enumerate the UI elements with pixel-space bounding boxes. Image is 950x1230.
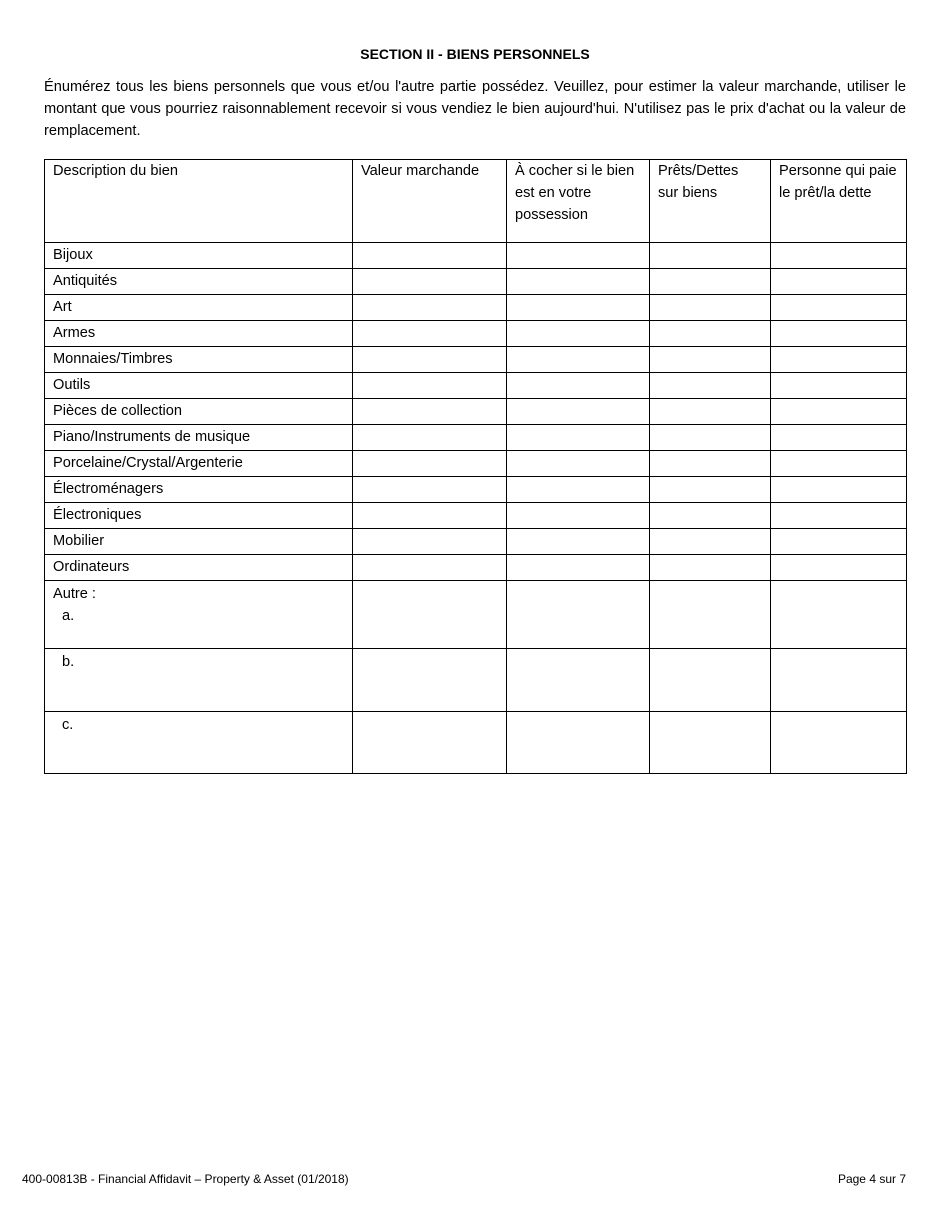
row-label: Électroménagers — [45, 477, 353, 503]
row-label: Pièces de collection — [45, 399, 353, 425]
table-row-other-b — [45, 649, 907, 712]
payer-cell[interactable] — [771, 649, 907, 712]
market-value-cell[interactable] — [353, 451, 507, 477]
loans-cell[interactable] — [650, 712, 771, 774]
payer-cell[interactable] — [771, 712, 907, 774]
table-row — [45, 373, 907, 399]
header-market-value: Valeur marchande — [353, 160, 507, 243]
row-label: Art — [45, 295, 353, 321]
row-label: Bijoux — [45, 243, 353, 269]
market-value-cell[interactable] — [353, 425, 507, 451]
section-instructions: Énumérez tous les biens personnels que vous et/ou l'autre partie possédez. Veuillez, pour estimer la valeur marchande, utiliser le montant que vous pourriez raisonnablement recevoir si vous vendiez le bien aujourd'hui. N'utilisez pas le prix d'achat ou la valeur de remplacement. — [44, 79, 906, 139]
market-value-cell[interactable] — [353, 529, 507, 555]
possession-cell[interactable] — [507, 451, 650, 477]
row-label: Piano/Instruments de musique — [45, 425, 353, 451]
other-item-c-label: c. — [62, 717, 74, 733]
payer-cell[interactable] — [771, 581, 907, 649]
header-in-possession: À cocher si le bien est en votre possession — [507, 160, 650, 243]
payer-cell[interactable] — [771, 321, 907, 347]
loans-cell[interactable] — [650, 649, 771, 712]
possession-cell[interactable] — [507, 321, 650, 347]
market-value-cell[interactable] — [353, 503, 507, 529]
table-row — [45, 399, 907, 425]
table-row — [45, 451, 907, 477]
row-label: Électroniques — [45, 503, 353, 529]
footer-form-id: 400-00813B - Financial Affidavit – Property & Asset (01/2018) — [22, 1172, 349, 1186]
payer-cell[interactable] — [771, 295, 907, 321]
possession-cell[interactable] — [507, 529, 650, 555]
loans-cell[interactable] — [650, 477, 771, 503]
payer-cell[interactable] — [771, 529, 907, 555]
market-value-cell[interactable] — [353, 321, 507, 347]
loans-cell[interactable] — [650, 503, 771, 529]
possession-cell[interactable] — [507, 243, 650, 269]
other-label: Autre : — [53, 586, 96, 602]
possession-cell[interactable] — [507, 503, 650, 529]
header-description: Description du bien — [45, 160, 353, 243]
loans-cell[interactable] — [650, 373, 771, 399]
table-row — [45, 555, 907, 581]
row-label: Porcelaine/Crystal/Argenterie — [45, 451, 353, 477]
payer-cell[interactable] — [771, 477, 907, 503]
market-value-cell[interactable] — [353, 581, 507, 649]
table-row — [45, 477, 907, 503]
market-value-cell[interactable] — [353, 347, 507, 373]
payer-cell[interactable] — [771, 269, 907, 295]
loans-cell[interactable] — [650, 451, 771, 477]
payer-cell[interactable] — [771, 555, 907, 581]
row-label: Mobilier — [45, 529, 353, 555]
market-value-cell[interactable] — [353, 243, 507, 269]
loans-cell[interactable] — [650, 243, 771, 269]
payer-cell[interactable] — [771, 347, 907, 373]
loans-cell[interactable] — [650, 295, 771, 321]
section-title: SECTION II - BIENS PERSONNELS — [360, 46, 590, 62]
market-value-cell[interactable] — [353, 555, 507, 581]
footer-page-number: Page 4 sur 7 — [837, 1172, 906, 1186]
loans-cell[interactable] — [650, 425, 771, 451]
table-row — [45, 503, 907, 529]
table-row — [45, 321, 907, 347]
possession-cell[interactable] — [507, 477, 650, 503]
table-row — [45, 269, 907, 295]
payer-cell[interactable] — [771, 399, 907, 425]
payer-cell[interactable] — [771, 451, 907, 477]
table-row-other-c — [45, 712, 907, 774]
loans-cell[interactable] — [650, 269, 771, 295]
table-row-other-a — [45, 581, 907, 649]
row-label: Ordinateurs — [45, 555, 353, 581]
payer-cell[interactable] — [771, 503, 907, 529]
table-row — [45, 529, 907, 555]
market-value-cell[interactable] — [353, 373, 507, 399]
row-label: Antiquités — [45, 269, 353, 295]
possession-cell[interactable] — [507, 399, 650, 425]
payer-cell[interactable] — [771, 425, 907, 451]
market-value-cell[interactable] — [353, 399, 507, 425]
personal-property-table — [44, 159, 907, 774]
loans-cell[interactable] — [650, 399, 771, 425]
other-label-cell[interactable] — [45, 649, 353, 712]
loans-cell[interactable] — [650, 529, 771, 555]
possession-cell[interactable] — [507, 425, 650, 451]
possession-cell[interactable] — [507, 649, 650, 712]
table-row — [45, 425, 907, 451]
other-label-cell[interactable] — [45, 581, 353, 649]
row-label: Outils — [45, 373, 353, 399]
market-value-cell[interactable] — [353, 712, 507, 774]
possession-cell[interactable] — [507, 555, 650, 581]
payer-cell[interactable] — [771, 243, 907, 269]
header-debt-payer: Personne qui paie le prêt/la dette — [771, 160, 907, 243]
table-row — [45, 295, 907, 321]
market-value-cell[interactable] — [353, 649, 507, 712]
other-item-a-label: a. — [62, 608, 75, 624]
row-label: Armes — [45, 321, 353, 347]
row-label: Monnaies/Timbres — [45, 347, 353, 373]
loans-cell[interactable] — [650, 321, 771, 347]
market-value-cell[interactable] — [353, 477, 507, 503]
possession-cell[interactable] — [507, 373, 650, 399]
header-loans-debts: Prêts/Dettes sur biens — [650, 160, 771, 243]
loans-cell[interactable] — [650, 347, 771, 373]
table-header-row — [45, 160, 907, 243]
possession-cell[interactable] — [507, 347, 650, 373]
possession-cell[interactable] — [507, 295, 650, 321]
market-value-cell[interactable] — [353, 295, 507, 321]
possession-cell[interactable] — [507, 581, 650, 649]
possession-cell[interactable] — [507, 712, 650, 774]
other-item-b-label: b. — [62, 654, 75, 670]
table-row — [45, 347, 907, 373]
market-value-cell[interactable] — [353, 269, 507, 295]
table-row — [45, 243, 907, 269]
possession-cell[interactable] — [507, 269, 650, 295]
loans-cell[interactable] — [650, 555, 771, 581]
loans-cell[interactable] — [650, 581, 771, 649]
other-label-cell[interactable] — [45, 712, 353, 774]
payer-cell[interactable] — [771, 373, 907, 399]
